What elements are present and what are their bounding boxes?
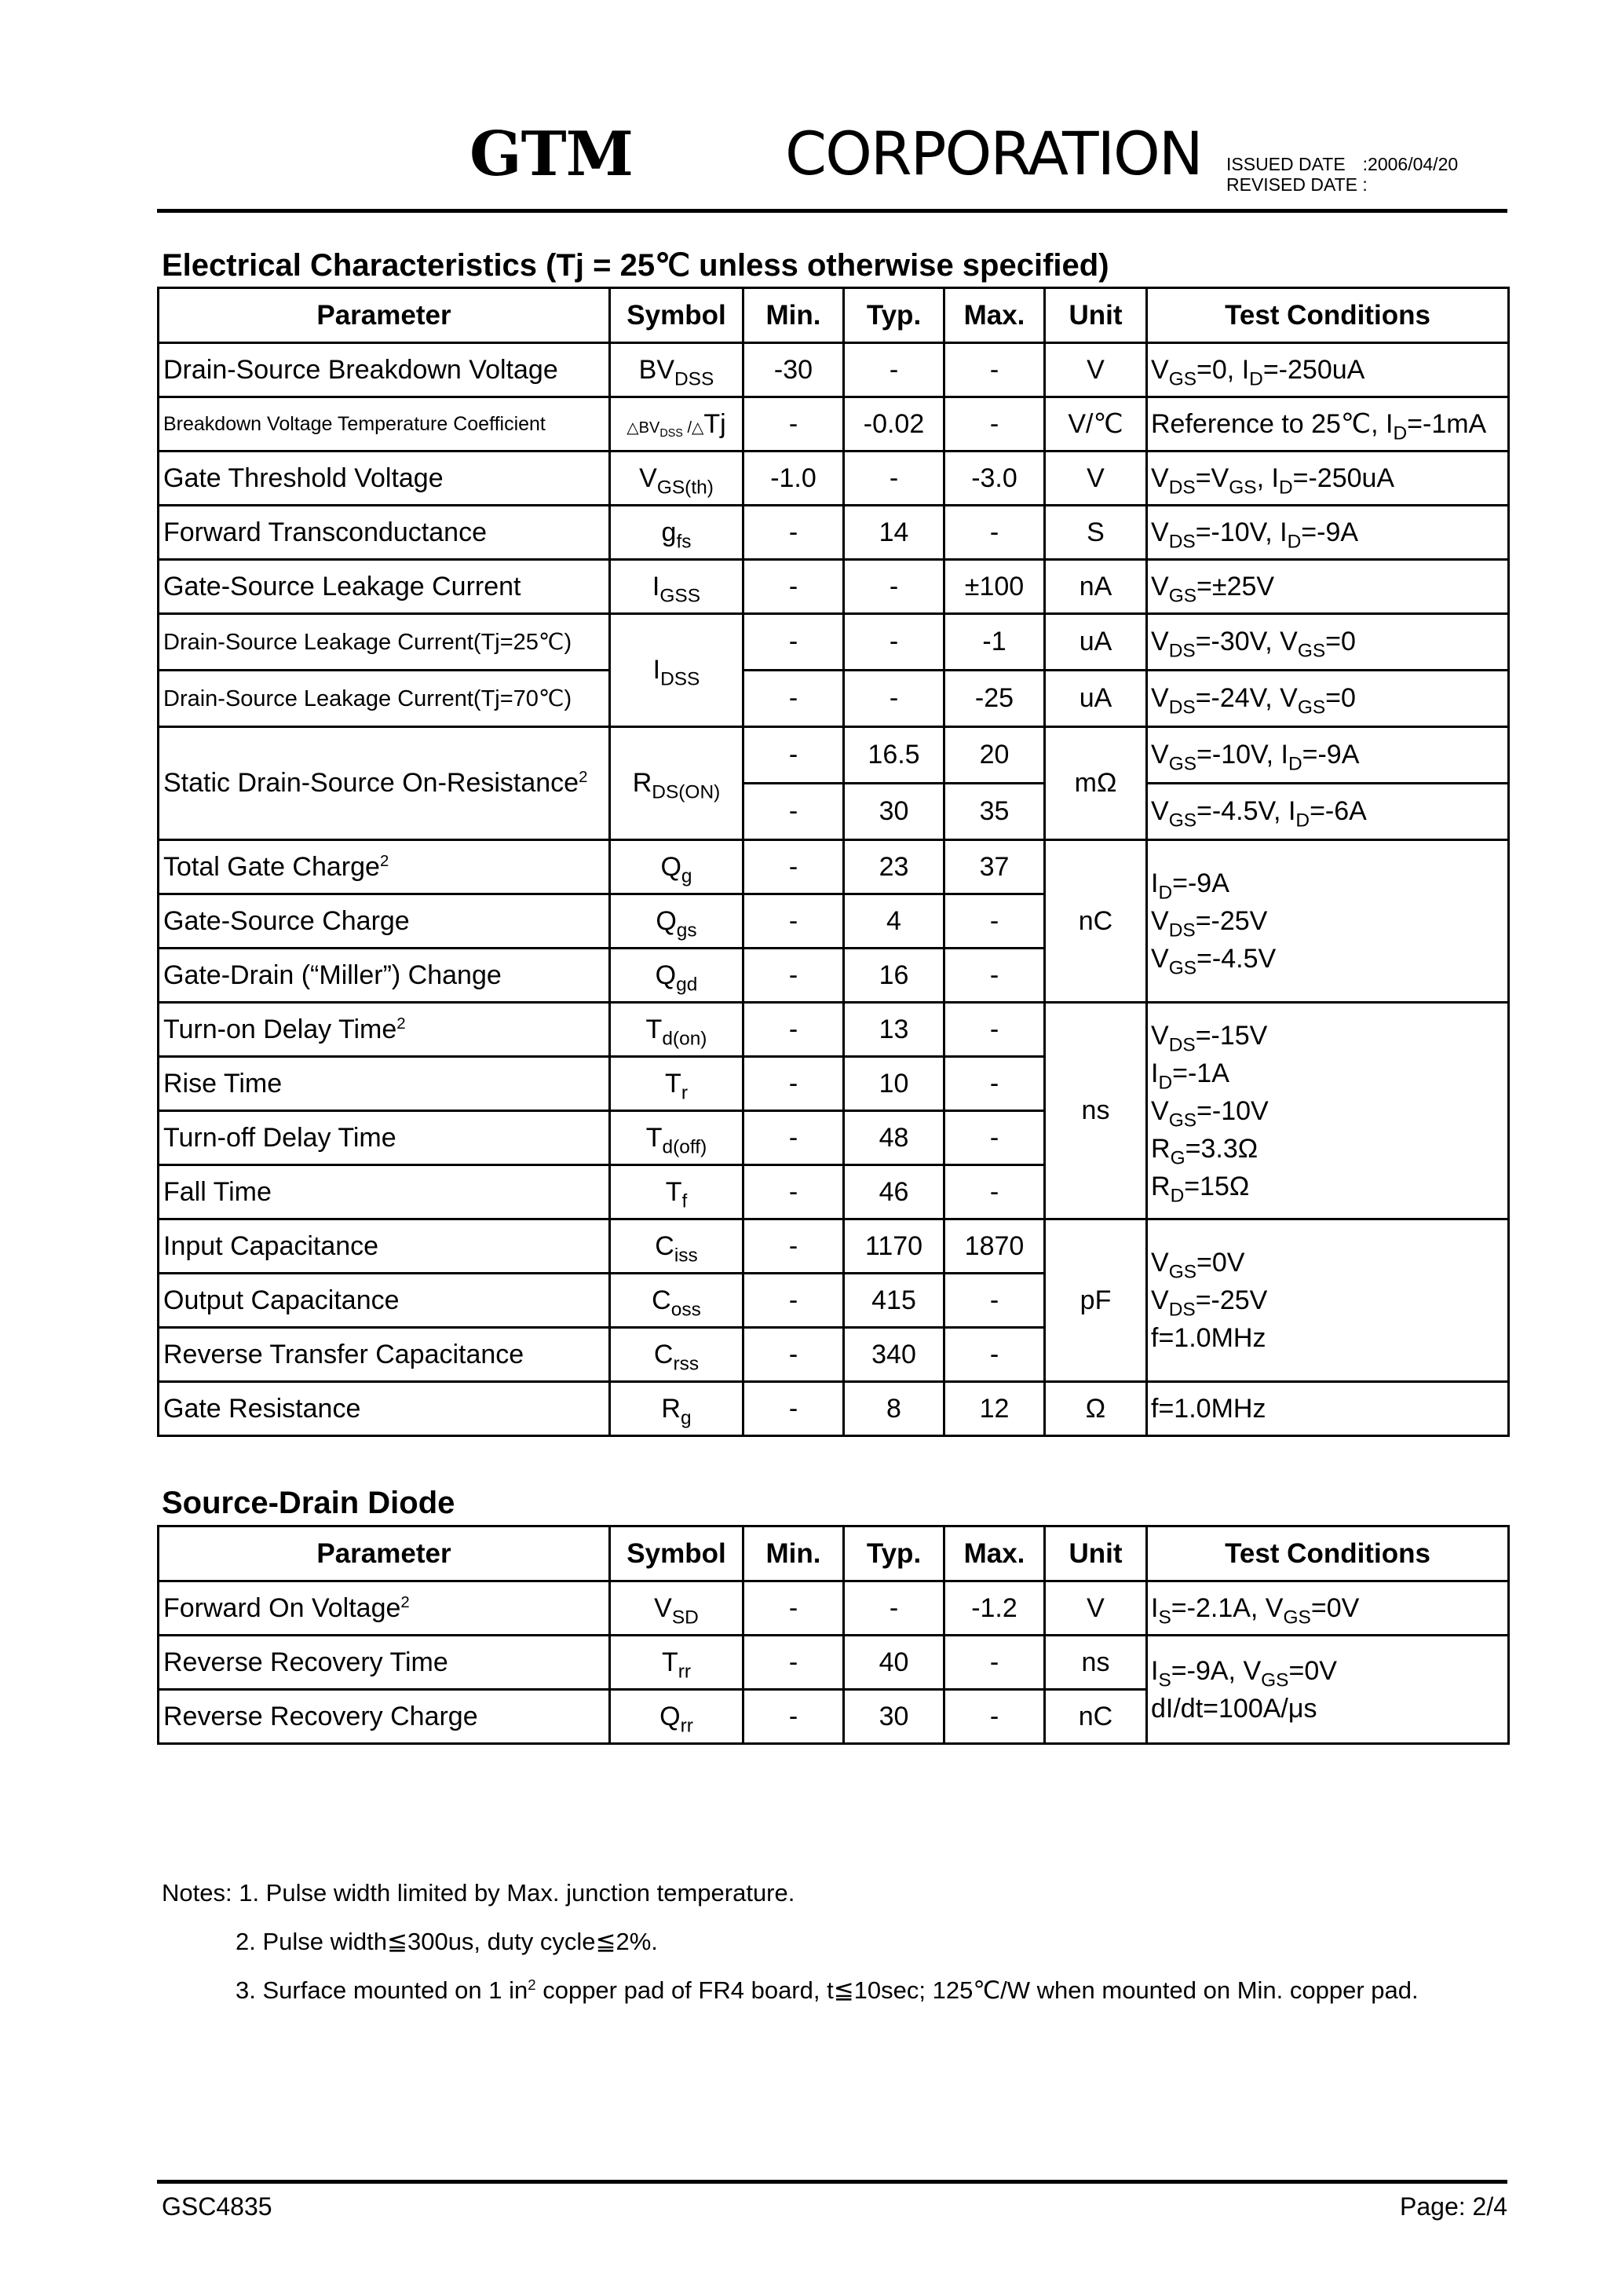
param-qrr: Reverse Recovery Charge bbox=[159, 1690, 610, 1744]
symbol-bvdss: $BV_{DSS}$ bbox=[610, 343, 743, 397]
param-rg: Gate Resistance bbox=[159, 1382, 610, 1436]
test-condition: $V_{DS}=-24V$, $V_{GS}=0$ bbox=[1147, 671, 1509, 727]
symbol-trr: $T_{rr}$ bbox=[610, 1636, 743, 1690]
param-vth: Gate Threshold Voltage bbox=[159, 452, 610, 506]
param-tdoff: Turn-off Delay Time bbox=[159, 1111, 610, 1165]
max-value: 35 bbox=[944, 784, 1045, 840]
param-tdon-label: Turn-on Delay Time bbox=[163, 1014, 397, 1044]
unit-value: mΩ bbox=[1045, 727, 1147, 840]
footer-divider bbox=[157, 2180, 1507, 2184]
table-row bbox=[159, 397, 1509, 452]
symbol-rg: $R_g$ bbox=[610, 1382, 743, 1436]
min-value: - bbox=[743, 671, 844, 727]
header-min: Min. bbox=[743, 1526, 844, 1581]
company-logo-brand: GTM bbox=[469, 119, 633, 190]
min-value: - bbox=[743, 784, 844, 840]
max-value: 37 bbox=[944, 840, 1045, 894]
param-vsd-label: Forward On Voltage bbox=[163, 1592, 401, 1623]
issued-date-label: ISSUED DATE bbox=[1226, 154, 1346, 174]
symbol-crss: $C_{rss}$ bbox=[610, 1328, 743, 1382]
typ-value: 30 bbox=[844, 1690, 944, 1744]
table-row bbox=[159, 1382, 1509, 1436]
typ-value: 415 bbox=[844, 1274, 944, 1328]
max-value: - bbox=[944, 1328, 1045, 1382]
table-row bbox=[159, 560, 1509, 614]
header-divider bbox=[157, 209, 1507, 213]
header-typ: Typ. bbox=[844, 288, 944, 343]
unit-value: S bbox=[1045, 506, 1147, 560]
test-condition: $V_{DS}=-15V$ $I_D=-1A$ $V_{GS}=-10V$ $R_G=3.3\Omega$ $R_D=15\Omega$ bbox=[1147, 1003, 1509, 1219]
min-value: - bbox=[743, 1690, 844, 1744]
min-value: -1.0 bbox=[743, 452, 844, 506]
min-value: - bbox=[743, 1219, 844, 1274]
max-value: 12 bbox=[944, 1382, 1045, 1436]
typ-value: 16.5 bbox=[844, 727, 944, 784]
param-vsd: Forward On Voltage$^2$ bbox=[159, 1581, 610, 1636]
typ-value: -0.02 bbox=[844, 397, 944, 452]
typ-value: 1170 bbox=[844, 1219, 944, 1274]
symbol-vth: $V_{GS(th)}$ bbox=[610, 452, 743, 506]
typ-value: - bbox=[844, 671, 944, 727]
page-number: Page: 2/4 bbox=[1400, 2192, 1507, 2221]
min-value: - bbox=[743, 840, 844, 894]
typ-value: 340 bbox=[844, 1328, 944, 1382]
param-tf: Fall Time bbox=[159, 1165, 610, 1219]
symbol-coss: $C_{oss}$ bbox=[610, 1274, 743, 1328]
note-1: Notes: 1. Pulse width limited by Max. junction temperature. bbox=[162, 1879, 795, 1907]
table-row bbox=[159, 1003, 1509, 1057]
symbol-qgs: $Q_{gs}$ bbox=[610, 894, 743, 949]
unit-value: ns bbox=[1045, 1003, 1147, 1219]
max-value: - bbox=[944, 506, 1045, 560]
source-drain-diode-table bbox=[157, 1525, 1510, 1745]
max-value: -1.2 bbox=[944, 1581, 1045, 1636]
typ-value: 4 bbox=[844, 894, 944, 949]
unit-value: V bbox=[1045, 1581, 1147, 1636]
symbol-rds-on: $R_{DS(ON)}$ bbox=[610, 727, 743, 840]
min-value: - bbox=[743, 727, 844, 784]
test-condition: $I_D=-9A$ $V_{DS}=-25V$ $V_{GS}=-4.5V$ bbox=[1147, 840, 1509, 1003]
test-condition: $V_{GS}=-10V$, $I_D=-9A$ bbox=[1147, 727, 1509, 784]
param-qgd: Gate-Drain (“Miller”) Change bbox=[159, 949, 610, 1003]
max-value: ±100 bbox=[944, 560, 1045, 614]
header-test-conditions: Test Conditions bbox=[1147, 288, 1509, 343]
typ-value: 48 bbox=[844, 1111, 944, 1165]
test-condition: $V_{DS}=-30V$, $V_{GS}=0$ bbox=[1147, 614, 1509, 671]
param-gfs: Forward Transconductance bbox=[159, 506, 610, 560]
header-unit: Unit bbox=[1045, 1526, 1147, 1581]
param-coss: Output Capacitance bbox=[159, 1274, 610, 1328]
param-bvdss: Drain-Source Breakdown Voltage bbox=[159, 343, 610, 397]
max-value: - bbox=[944, 1111, 1045, 1165]
test-condition: $V_{DS}=-10V$, $I_D=-9A$ bbox=[1147, 506, 1509, 560]
symbol-qrr: $Q_{rr}$ bbox=[610, 1690, 743, 1744]
min-value: - bbox=[743, 1382, 844, 1436]
typ-value: 16 bbox=[844, 949, 944, 1003]
param-idss-25: Drain-Source Leakage Current(Tj=25℃) bbox=[159, 614, 610, 671]
min-value: - bbox=[743, 1003, 844, 1057]
electrical-characteristics-table bbox=[157, 287, 1510, 1437]
max-value: - bbox=[944, 1636, 1045, 1690]
header-parameter: Parameter bbox=[159, 1526, 610, 1581]
max-value: -25 bbox=[944, 671, 1045, 727]
unit-value: ns bbox=[1045, 1636, 1147, 1690]
max-value: 1870 bbox=[944, 1219, 1045, 1274]
min-value: - bbox=[743, 614, 844, 671]
symbol-qgd: $Q_{gd}$ bbox=[610, 949, 743, 1003]
test-condition: $V_{DS}=V_{GS}$, $I_D=-250uA$ bbox=[1147, 452, 1509, 506]
symbol-tempco: $\triangle BV_{DSS}$ /△Tj bbox=[610, 397, 743, 452]
typ-value: 8 bbox=[844, 1382, 944, 1436]
revised-date-label: REVISED DATE : bbox=[1226, 174, 1368, 195]
table-row bbox=[159, 1636, 1509, 1690]
min-value: - bbox=[743, 1636, 844, 1690]
unit-value: V/℃ bbox=[1045, 397, 1147, 452]
symbol-tr: $T_r$ bbox=[610, 1057, 743, 1111]
test-condition: $I_S=-9A$, $V_{GS}=0V$ dI/dt=100A/μs bbox=[1147, 1636, 1509, 1744]
typ-value: - bbox=[844, 614, 944, 671]
symbol-vsd: $V_{SD}$ bbox=[610, 1581, 743, 1636]
typ-value: - bbox=[844, 343, 944, 397]
unit-value: nC bbox=[1045, 1690, 1147, 1744]
param-crss: Reverse Transfer Capacitance bbox=[159, 1328, 610, 1382]
issued-date-value: :2006/04/20 bbox=[1362, 154, 1459, 174]
note-2: 2. Pulse width≦300us, duty cycle≦2%. bbox=[236, 1928, 658, 1955]
symbol-tdon: $T_{d(on)}$ bbox=[610, 1003, 743, 1057]
unit-value: uA bbox=[1045, 671, 1147, 727]
param-tempco: Breakdown Voltage Temperature Coefficient bbox=[159, 397, 610, 452]
header-symbol: Symbol bbox=[610, 288, 743, 343]
header-max: Max. bbox=[944, 1526, 1045, 1581]
header-max: Max. bbox=[944, 288, 1045, 343]
min-value: - bbox=[743, 1111, 844, 1165]
unit-value: uA bbox=[1045, 614, 1147, 671]
param-qgs: Gate-Source Charge bbox=[159, 894, 610, 949]
typ-value: - bbox=[844, 560, 944, 614]
document-id: GSC4835 bbox=[162, 2192, 272, 2221]
typ-value: 23 bbox=[844, 840, 944, 894]
typ-value: 30 bbox=[844, 784, 944, 840]
header-symbol: Symbol bbox=[610, 1526, 743, 1581]
header-test-conditions: Test Conditions bbox=[1147, 1526, 1509, 1581]
param-trr: Reverse Recovery Time bbox=[159, 1636, 610, 1690]
typ-value: 13 bbox=[844, 1003, 944, 1057]
typ-value: - bbox=[844, 452, 944, 506]
param-igss: Gate-Source Leakage Current bbox=[159, 560, 610, 614]
table-row bbox=[159, 614, 1509, 671]
min-value: - bbox=[743, 1057, 844, 1111]
table-row bbox=[159, 727, 1509, 784]
test-condition: $V_{GS}=-4.5V$, $I_D=-6A$ bbox=[1147, 784, 1509, 840]
unit-value: V bbox=[1045, 452, 1147, 506]
max-value: -1 bbox=[944, 614, 1045, 671]
unit-value: nC bbox=[1045, 840, 1147, 1003]
max-value: 20 bbox=[944, 727, 1045, 784]
max-value: - bbox=[944, 1057, 1045, 1111]
symbol-idss: $I_{DSS}$ bbox=[610, 614, 743, 727]
typ-value: 40 bbox=[844, 1636, 944, 1690]
symbol-qg: $Q_g$ bbox=[610, 840, 743, 894]
note-3: 3. Surface mounted on 1 $in^2$ copper pad of FR4 board, t≦10sec; 125℃/W when mounted on Min. copper pad. bbox=[236, 1976, 1419, 2004]
table-row bbox=[159, 840, 1509, 894]
min-value: - bbox=[743, 949, 844, 1003]
notes bbox=[162, 1869, 1419, 2015]
company-name: CORPORATION bbox=[785, 119, 1202, 188]
typ-value: 14 bbox=[844, 506, 944, 560]
param-qg-label: Total Gate Charge bbox=[163, 851, 380, 882]
min-value: - bbox=[743, 1274, 844, 1328]
max-value: - bbox=[944, 343, 1045, 397]
test-condition: f=1.0MHz bbox=[1147, 1382, 1509, 1436]
table-header-row bbox=[159, 288, 1509, 343]
freq-condition: f=1.0MHz bbox=[1151, 1323, 1266, 1353]
unit-value: Ω bbox=[1045, 1382, 1147, 1436]
table-row bbox=[159, 1219, 1509, 1274]
max-value: - bbox=[944, 397, 1045, 452]
param-rds-label: Static Drain-Source On-Resistance bbox=[163, 768, 579, 798]
symbol-igss: $I_{GSS}$ bbox=[610, 560, 743, 614]
unit-value: V bbox=[1045, 343, 1147, 397]
min-value: - bbox=[743, 560, 844, 614]
symbol-tdoff: $T_{d(off)}$ bbox=[610, 1111, 743, 1165]
test-condition: $V_{GS}=\pm 25V$ bbox=[1147, 560, 1509, 614]
document-dates bbox=[1226, 154, 1458, 195]
max-value: - bbox=[944, 1274, 1045, 1328]
table-header-row bbox=[159, 1526, 1509, 1581]
param-idss-70: Drain-Source Leakage Current(Tj=70℃) bbox=[159, 671, 610, 727]
param-tr: Rise Time bbox=[159, 1057, 610, 1111]
min-value: - bbox=[743, 894, 844, 949]
param-rds-on: Static Drain-Source On-Resistance$^2$ bbox=[159, 727, 610, 840]
table-row bbox=[159, 452, 1509, 506]
symbol-tf: $T_f$ bbox=[610, 1165, 743, 1219]
electrical-characteristics-title: Electrical Characteristics (Tj = 25℃ unless otherwise specified) bbox=[162, 248, 1109, 283]
table-row bbox=[159, 671, 1509, 727]
max-value: - bbox=[944, 1003, 1045, 1057]
max-value: - bbox=[944, 1690, 1045, 1744]
header-typ: Typ. bbox=[844, 1526, 944, 1581]
test-condition: $V_{GS}=0V$ $V_{DS}=-25V$ f=1.0MHz bbox=[1147, 1219, 1509, 1382]
param-qg: Total Gate Charge$^2$ bbox=[159, 840, 610, 894]
tempco-condition-text: Reference to 25℃, I bbox=[1151, 409, 1394, 439]
didt-condition: dI/dt=100A/μs bbox=[1151, 1693, 1317, 1724]
min-value: - bbox=[743, 1328, 844, 1382]
table-row bbox=[159, 1581, 1509, 1636]
min-value: - bbox=[743, 397, 844, 452]
header-min: Min. bbox=[743, 288, 844, 343]
min-value: -30 bbox=[743, 343, 844, 397]
symbol-ciss: $C_{iss}$ bbox=[610, 1219, 743, 1274]
min-value: - bbox=[743, 1165, 844, 1219]
test-condition: Reference to 25℃, $I_D=-1mA$ bbox=[1147, 397, 1509, 452]
max-value: -3.0 bbox=[944, 452, 1045, 506]
param-ciss: Input Capacitance bbox=[159, 1219, 610, 1274]
note-3-part-a: 3. Surface mounted on 1 in bbox=[236, 1976, 528, 2004]
param-tdon: Turn-on Delay Time$^2$ bbox=[159, 1003, 610, 1057]
note-3-part-b: copper pad of FR4 board, t≦10sec; 125℃/W when mounted on Min. copper pad. bbox=[535, 1976, 1419, 2004]
typ-value: 10 bbox=[844, 1057, 944, 1111]
unit-value: pF bbox=[1045, 1219, 1147, 1382]
header-unit: Unit bbox=[1045, 288, 1147, 343]
test-condition: $V_{GS}=0$, $I_D=-250uA$ bbox=[1147, 343, 1509, 397]
symbol-gfs: $g_{fs}$ bbox=[610, 506, 743, 560]
table-row bbox=[159, 506, 1509, 560]
min-value: - bbox=[743, 506, 844, 560]
unit-value: nA bbox=[1045, 560, 1147, 614]
min-value: - bbox=[743, 1581, 844, 1636]
header-parameter: Parameter bbox=[159, 288, 610, 343]
max-value: - bbox=[944, 1165, 1045, 1219]
test-condition: $I_S=-2.1A$, $V_{GS}=0V$ bbox=[1147, 1581, 1509, 1636]
max-value: - bbox=[944, 894, 1045, 949]
max-value: - bbox=[944, 949, 1045, 1003]
typ-value: 46 bbox=[844, 1165, 944, 1219]
table-row bbox=[159, 343, 1509, 397]
typ-value: - bbox=[844, 1581, 944, 1636]
source-drain-diode-title: Source-Drain Diode bbox=[162, 1486, 455, 1520]
